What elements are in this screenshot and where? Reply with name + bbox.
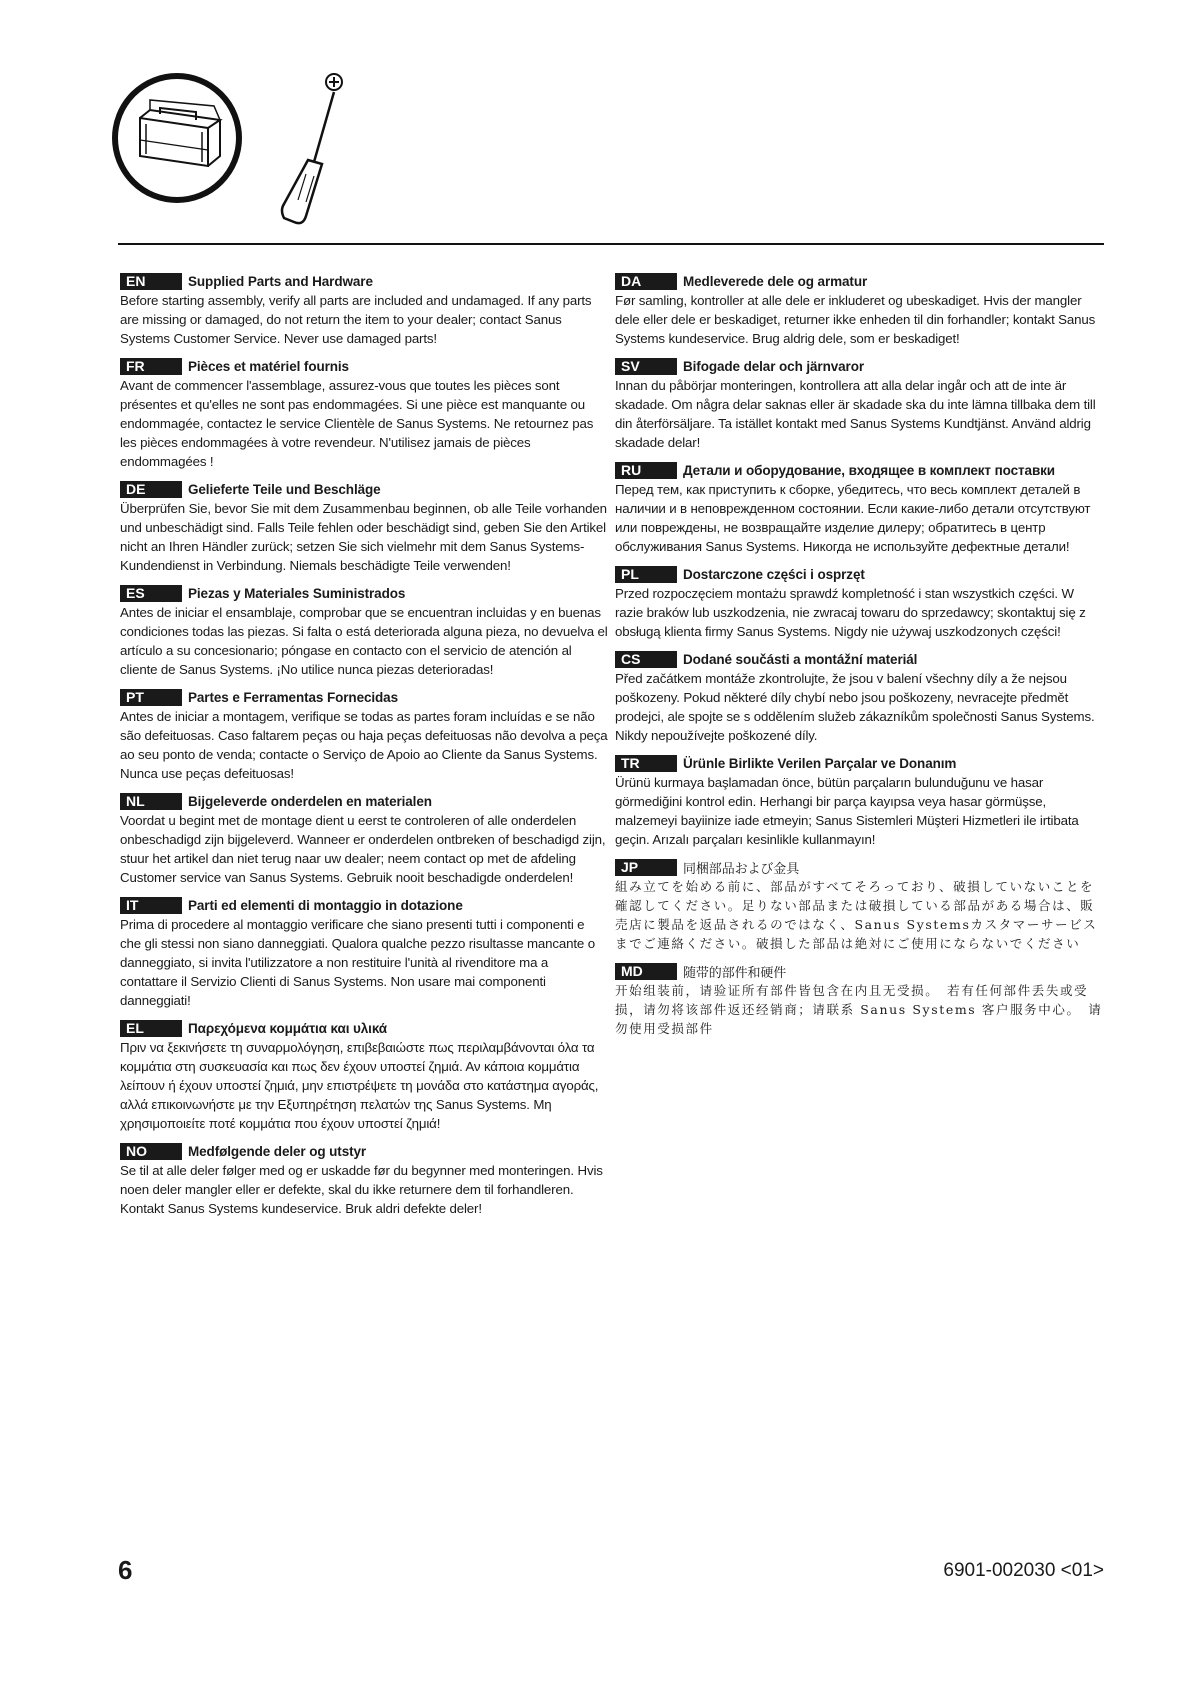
section-pt <box>120 688 608 783</box>
language-code: SV <box>615 358 677 375</box>
section-title: Medfølgende deler og utstyr <box>188 1143 367 1159</box>
section-nl <box>120 792 608 887</box>
language-code: CS <box>615 651 677 668</box>
section-title: Ürünle Birlikte Verilen Parçalar ve Donanım <box>683 755 957 771</box>
section-body: Przed rozpoczęciem montażu sprawdź kompletność i stan wszystkich części. W razie braków lub uszkodzenia, nie zwracaj towaru do sprzedawcy; skontaktuj się z obsługą klienta firmy Sanus Systems. Nigdy nie używaj uszkodzonych części! <box>615 586 1086 639</box>
section-da <box>615 272 1105 348</box>
header-divider <box>118 243 1104 245</box>
section-el <box>120 1019 608 1133</box>
section-body: Перед тем, как приступить к сборке, убедитесь, что весь комплект деталей в наличии и в неповрежденном состоянии. Если какие-либо детали отсутствуют или повреждены, не возвращайте изделие дилеру; обратитесь в центр обслуживания Sanus Systems. Никогда не используйте дефектные детали! <box>615 482 1091 554</box>
section-title: 同梱部品および金具 <box>683 861 800 877</box>
section-de <box>120 480 608 575</box>
section-body: Før samling, kontroller at alle dele er inkluderet og ubeskadiget. Hvis der mangler dele eller dele er beskadiget, returner ikke enheden til din forhandler; kontakt Sanus Systems kundeservice. Brug aldrig dele, som er beskadiget! <box>615 293 1096 346</box>
left-column <box>120 272 608 1227</box>
section-en <box>120 272 608 348</box>
section-title: Supplied Parts and Hardware <box>188 273 373 289</box>
section-body: 組み立てを始める前に、部品がすべてそろっており、破損していないことを確認してください。足りない部品または破損している部品がある場合は、販売店に製品を返品されるのではなく、Sanus Systemsカスタマーサービスまでご連絡ください。破損した部品は絶対にご使用にならないでください <box>615 879 1098 951</box>
section-body: Überprüfen Sie, bevor Sie mit dem Zusammenbau beginnen, ob alle Teile vorhanden und unbeschädigt sind. Falls Teile fehlen oder beschädigt sind, geben Sie den Artikel nicht an Ihren Händler zurück; setzen Sie sich vielmehr mit dem Sanus Systems-Kundendienst in Verbindung. Niemals beschädigte Teile verwenden! <box>120 501 607 573</box>
language-code: NL <box>120 793 182 810</box>
section-title: Partes e Ferramentas Fornecidas <box>188 689 398 705</box>
section-it <box>120 896 608 1010</box>
section-body: Se til at alle deler følger med og er uskadde før du begynner med monteringen. Hvis noen deler mangler eller er defekte, skal du ikke returnere dem til forhandleren. Kontakt Sanus Systems kundeservice. Bruk aldri defekte deler! <box>120 1163 603 1216</box>
toolbox-icon <box>115 76 239 200</box>
language-code: FR <box>120 358 182 375</box>
section-body: Ürünü kurmaya başlamadan önce, bütün parçaların bulunduğunu ve hasar görmediğini kontrol edin. Herhangi bir parça kayıpsa veya hasar görmüşse, malzemeyi bayiinize iade etmeyin; Sanus Sistemleri Müşteri Hizmetleri ile irtibata geçin. Arızalı parçaları kesinlikle kullanmayın! <box>615 775 1079 847</box>
screwdriver-icon <box>282 74 342 223</box>
section-body: Avant de commencer l'assemblage, assurez-vous que toutes les pièces sont présentes et qu'elles ne sont pas endommagées. Si une pièce est manquante ou endommagée, contactez le service Clientèle de Sanus Systems. Ne retournez pas les pièces endommagées à votre revendeur. N'utilisez jamais de pièces endommagées ! <box>120 378 594 469</box>
language-code: JP <box>615 859 677 876</box>
section-md <box>615 962 1105 1038</box>
section-title: Piezas y Materiales Suministrados <box>188 585 406 601</box>
section-ru <box>615 461 1105 556</box>
section-es <box>120 584 608 679</box>
section-cs <box>615 650 1105 745</box>
language-code: RU <box>615 462 677 479</box>
language-code: EN <box>120 273 182 290</box>
section-title: Parti ed elementi di montaggio in dotazione <box>188 897 463 913</box>
section-body: Antes de iniciar a montagem, verifique se todas as partes foram incluídas e se não são defeituosas. Caso faltarem peças ou haja peças defeituosas não devolva a peça ao seu ponto de venda; contacte o Serviço de Apoio ao Cliente da Sanus Systems. Nunca use peças defeituosas! <box>120 709 608 781</box>
section-body: Voordat u begint met de montage dient u eerst te controleren of alle onderdelen onbeschadigd zijn bijgeleverd. Wanneer er onderdelen ontbreken of beschadigd zijn, stuur het artikel dan niet terug naar uw dealer; neem contact op met de afdeling Customer service van Sanus Systems. Gebruik nooit beschadigde onderdelen! <box>120 813 606 885</box>
section-fr <box>120 357 608 471</box>
language-code: IT <box>120 897 182 914</box>
language-code: ES <box>120 585 182 602</box>
section-pl <box>615 565 1105 641</box>
section-title: Gelieferte Teile und Beschläge <box>188 481 381 497</box>
language-code: DA <box>615 273 677 290</box>
section-body: Πριν να ξεκινήσετε τη συναρμολόγηση, επιβεβαιώστε πως περιλαμβάνονται όλα τα κομμάτια στη συσκευασία και πως δεν έχουν υποστεί ζημιά. Αν κάποια κομμάτια λείπουν ή έχουν υποστεί ζημιά, μην επιστρέψετε τη μονάδα στο κατάστημα αγοράς, αλλά επικοινωνήστε με την Εξυπηρέτηση πελατών της Sanus Systems. Μη χρησιμοποιείτε ποτέ κομμάτια που έχουν υποστεί ζημιά! <box>120 1040 599 1131</box>
section-no <box>120 1142 608 1218</box>
language-code: TR <box>615 755 677 772</box>
section-title: Детали и оборудование, входящее в комплект поставки <box>683 462 1055 478</box>
section-title: 随带的部件和硬件 <box>683 965 787 981</box>
section-jp <box>615 858 1105 953</box>
right-column <box>615 272 1105 1047</box>
language-code: NO <box>120 1143 182 1160</box>
section-title: Dodané součásti a montážní materiál <box>683 651 918 667</box>
section-title: Bijgeleverde onderdelen en materialen <box>188 793 432 809</box>
document-number: 6901-002030 <01> <box>943 1560 1104 1581</box>
section-body: 开始组装前，请验证所有部件皆包含在内且无受损。 若有任何部件丢失或受损，请勿将该部件返还经销商；请联系 Sanus Systems 客户服务中心。 请勿使用受损部件 <box>615 983 1103 1036</box>
language-code: DE <box>120 481 182 498</box>
section-tr <box>615 754 1105 849</box>
section-sv <box>615 357 1105 452</box>
section-title: Pièces et matériel fournis <box>188 358 349 374</box>
section-body: Prima di procedere al montaggio verificare che siano presenti tutti i componenti e che gli stessi non siano danneggiati. Qualora qualche pezzo risultasse mancante o danneggiato, si invita l'utilizzatore a non restituire l'unità al rivenditore ma a contattare il Servizio Clienti di Sanus Systems. Non usare mai componenti danneggiati! <box>120 917 595 1008</box>
section-title: Bifogade delar och järnvaror <box>683 358 864 374</box>
section-title: Παρεχόμενα κομμάτια και υλικά <box>188 1020 388 1036</box>
section-body: Před začátkem montáže zkontrolujte, že jsou v balení všechny díly a že nejsou poškozeny. Pokud některé díly chybí nebo jsou poškozeny, nevracejte předmět prodejci, ale spojte se s oddělením služeb zákazníkům společnosti Sanus Systems. Nikdy nepoužívejte poškozené díly. <box>615 671 1095 743</box>
page-number: 6 <box>118 1555 133 1585</box>
language-code: MD <box>615 963 677 980</box>
language-code: PT <box>120 689 182 706</box>
section-title: Dostarczone części i osprzęt <box>683 566 865 582</box>
section-body: Before starting assembly, verify all parts are included and undamaged. If any parts are missing or damaged, do not return the item to your dealer; contact Sanus Systems Customer Service. Never use damaged parts! <box>120 293 592 346</box>
section-body: Innan du påbörjar monteringen, kontrollera att alla delar ingår och att de inte är skadade. Om några delar saknas eller är skadade ska du inte lämna tillbaka dem till din återförsäljare. Ta istället kontakt med Sanus Systems Kundtjänst. Använd aldrig skadade delar! <box>615 378 1096 450</box>
section-body: Antes de iniciar el ensamblaje, comprobar que se encuentran incluidas y en buenas condiciones todas las piezas. Si falta o está deteriorada alguna pieza, no devuelva el artículo a su concesionario; póngase en contacto con el servicio de atención al cliente de Sanus Systems. ¡No utilice nunca piezas deterioradas! <box>120 605 608 677</box>
tools-illustration <box>110 70 390 240</box>
section-title: Medleverede dele og armatur <box>683 273 868 289</box>
language-code: PL <box>615 566 677 583</box>
language-code: EL <box>120 1020 182 1037</box>
